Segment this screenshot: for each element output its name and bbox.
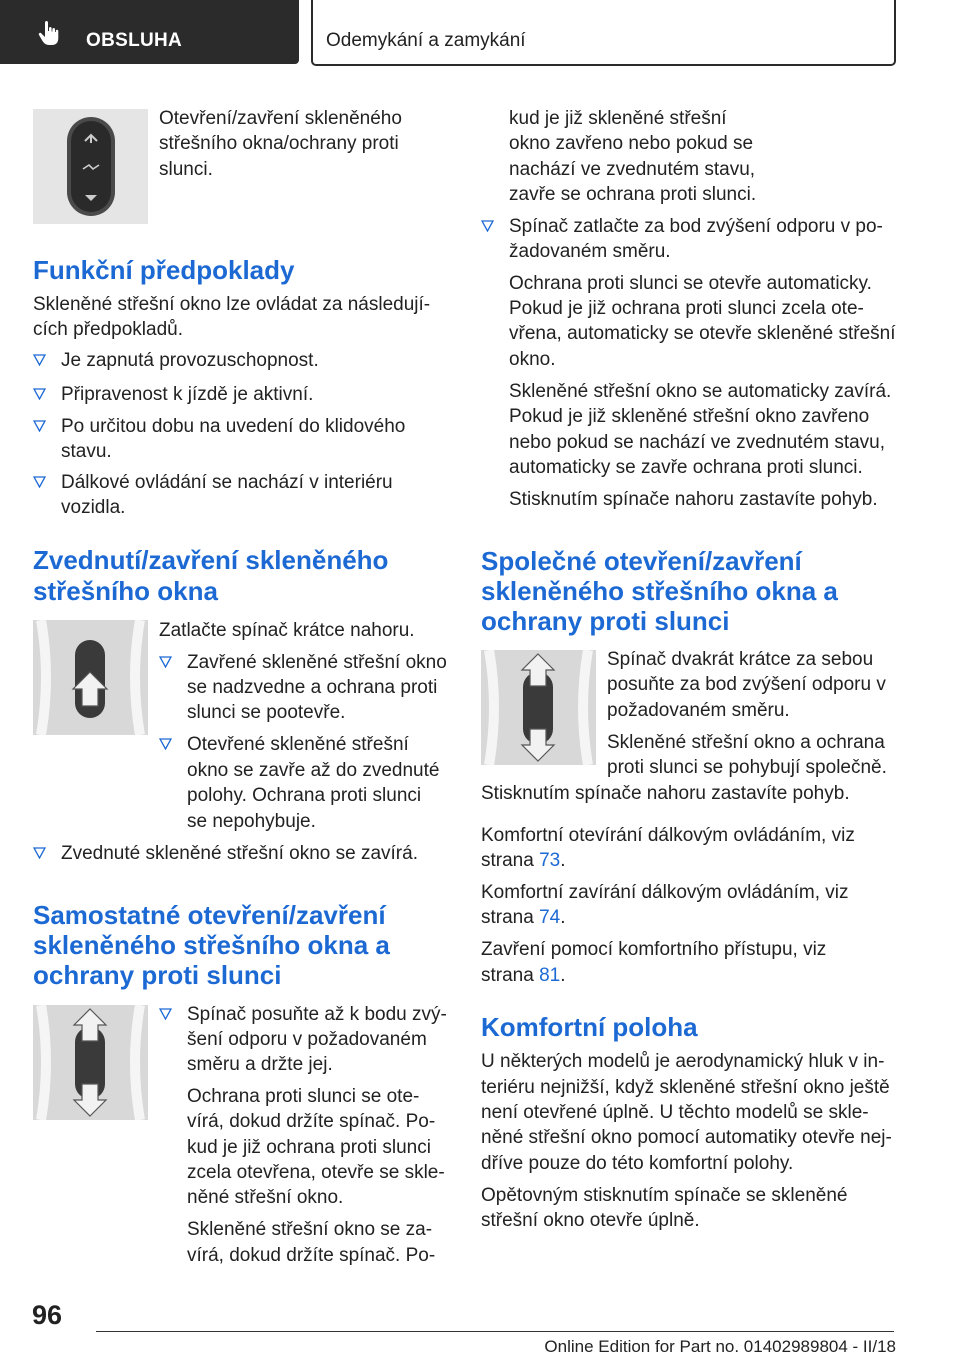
switch-twice-image [481,650,596,765]
separate-p1-line-3: kud je již ochrana proti slunci [187,1137,431,1158]
functional-item-1: Je zapnutá provozuschopnost. [61,350,319,371]
bullet-triangle-icon [159,1008,172,1020]
separate-p1-line-4: zcela otevřena, otevře se skle‐ [187,1162,445,1183]
heading-together-line-1: Společné otevření/zavření [481,546,802,576]
roof-switch-image [33,109,148,224]
page-link-73[interactable]: 73 [539,850,561,871]
together-p1-line-3: požadovaném směru. [607,700,790,721]
lift-item-2-line-1: Otevřené skleněné střešní [187,734,409,755]
comfort-p2-line-1: Opětovným stisknutím spínače se skleněné [481,1185,848,1206]
right-item-line-1: Spínač zatlačte za bod zvýšení odporu v po‐ [509,216,883,237]
right-p2-line-1: Skleněné střešní okno se automaticky zavírá. [509,381,892,402]
heading-together-line-2: skleněného střešního okna a [481,576,838,606]
functional-item-3-line-2: stavu. [61,441,112,462]
lift-item-1-line-3: slunci se pootevře. [187,702,346,723]
bullet-triangle-icon [159,656,172,668]
comfort-p1-line-1: U některých modelů je aerodynamický hluk v in‐ [481,1051,885,1072]
together-p3: Stisknutím spínače nahoru zastavíte pohyb. [481,783,850,804]
intro-line-1: Otevření/zavření skleněného [159,108,402,129]
heading-separate-line-2: skleněného střešního okna a [33,930,390,960]
lift-item-2-line-4: se nepohybuje. [187,811,316,832]
right-p2-line-3: nebo pokud se nachází ve zvednutém stavu, [509,432,886,453]
together-p2-line-1: Skleněné střešní okno a ochrana [607,732,885,753]
cont-line-4: zavře se ochrana proti slunci. [509,184,757,205]
cont-line-1: kud je již skleněné střešní [509,108,727,129]
together-p1-line-1: Spínač dvakrát krátce za sebou [607,649,874,670]
comfort-close-line-1: Komfortní zavírání dálkovým ovládáním, viz [481,882,849,903]
heading-functional-prerequisites: Funkční předpoklady [33,255,295,285]
comfort-access-line-1: Zavření pomocí komfortního přístupu, viz [481,939,827,960]
page-number: 96 [32,1300,63,1330]
lift-item-2-line-2: okno se zavře až do zvednuté [187,760,440,781]
intro-line-3: slunci. [159,159,213,180]
switch-push-up-image [33,620,148,735]
bullet-triangle-icon [33,388,46,400]
functional-item-3-line-1: Po určitou dobu na uvedení do klidového [61,416,406,437]
bullet-triangle-icon [33,847,46,859]
right-p1-line-1: Ochrana proti slunci se otevře automaticky. [509,273,872,294]
comfort-p2-line-2: střešní okno otevře úplně. [481,1210,700,1231]
bullet-triangle-icon [159,738,172,750]
right-p1-line-2: Pokud je již ochrana proti slunci zcela ote‐ [509,298,864,319]
lift-item-1-line-1: Zavřené skleněné střešní okno [187,652,447,673]
lift-item-1-line-2: se nadzvedne a ochrana proti [187,677,438,698]
right-p1-line-4: okno. [509,349,556,370]
functional-item-4-line-1: Dálkové ovládání se nachází v interiéru [61,472,393,493]
heading-separate-line-3: ochrany proti slunci [33,960,282,990]
bullet-triangle-icon [33,354,46,366]
lift-item-3: Zvednuté skleněné střešní okno se zavírá. [61,843,418,864]
chapter-title: Odemykání a zamykání [326,30,526,51]
functional-item-2: Připravenost k jízdě je aktivní. [61,384,314,405]
lift-item-2-line-3: polohy. Ochrana proti slunci [187,785,422,806]
comfort-p1-line-4: něné střešní okno pomocí automatiky otevře nej‐ [481,1127,892,1148]
comfort-open-line-2: strana 73. [481,850,566,871]
heading-separate-line-1: Samostatné otevření/zavření [33,900,386,930]
edition-text: Online Edition for Part no. 01402989804 - II/18 [544,1337,896,1356]
intro-line-2: střešního okna/ochrany proti [159,133,399,154]
page-link-74[interactable]: 74 [539,907,561,928]
comfort-p1-line-5: dříve pouze do této komfortní polohy. [481,1153,794,1174]
comfort-access-line-2: strana 81. [481,965,566,986]
page-link-81[interactable]: 81 [539,965,561,986]
footer-divider [96,1331,894,1332]
separate-p1-line-1: Ochrana proti slunci se ote‐ [187,1086,420,1107]
cont-line-2: okno zavřeno nebo pokud se [509,133,754,154]
separate-p1-line-5: něné střešní okno. [187,1187,344,1208]
separate-p2-line-1: Skleněné střešní okno se za‐ [187,1219,433,1240]
separate-p2-line-2: vírá, dokud držíte spínač. Po‐ [187,1245,436,1266]
comfort-close-line-2: strana 74. [481,907,566,928]
heading-together-line-3: ochrany proti slunci [481,606,730,636]
switch-up-down-image [33,1005,148,1120]
lift-text: Zatlačte spínač krátce nahoru. [159,620,415,641]
functional-text-2: cích předpokladů. [33,319,183,340]
comfort-p1-line-2: teriéru nejnižší, když skleněné střešní okno ještě [481,1077,890,1098]
separate-item-line-3: směru a držte jej. [187,1054,333,1075]
comfort-open-line-1: Komfortní otevírání dálkovým ovládáním, viz [481,825,855,846]
right-item-line-2: žadovaném směru. [509,241,671,262]
heading-lift-line-1: Zvednutí/zavření skleněného [33,545,389,575]
functional-item-4-line-2: vozidla. [61,497,126,518]
section-title: OBSLUHA [86,30,183,51]
cont-line-3: nachází ve zvednutém stavu, [509,159,756,180]
separate-item-line-2: šení odporu v požadovaném [187,1029,427,1050]
bullet-triangle-icon [33,476,46,488]
together-p1-line-2: posuňte za bod zvýšení odporu v [607,674,886,695]
hand-pointer-icon [36,20,62,46]
comfort-p1-line-3: není otevřené úplně. U těchto modelů se skle‐ [481,1102,869,1123]
right-p1-line-3: vřena, automaticky se otevře skleněné střešní [509,323,896,344]
functional-text-1: Skleněné střešní okno lze ovládat za následují‐ [33,294,431,315]
bullet-triangle-icon [33,420,46,432]
page-header [0,0,960,66]
heading-lift-line-2: střešního okna [33,576,218,606]
separate-item-line-1: Spínač posuňte až k bodu zvý‐ [187,1004,447,1025]
together-p2-line-2: proti slunci se pohybují společně. [607,757,887,778]
right-p2-line-4: automaticky se zavře ochrana proti slunci. [509,457,863,478]
right-p2-line-2: Pokud je již skleněné střešní okno zavřeno [509,406,870,427]
separate-p1-line-2: vírá, dokud držíte spínač. Po‐ [187,1111,436,1132]
heading-comfort-position: Komfortní poloha [481,1012,698,1042]
bullet-triangle-icon [481,220,494,232]
right-p3: Stisknutím spínače nahoru zastavíte pohyb. [509,489,878,510]
